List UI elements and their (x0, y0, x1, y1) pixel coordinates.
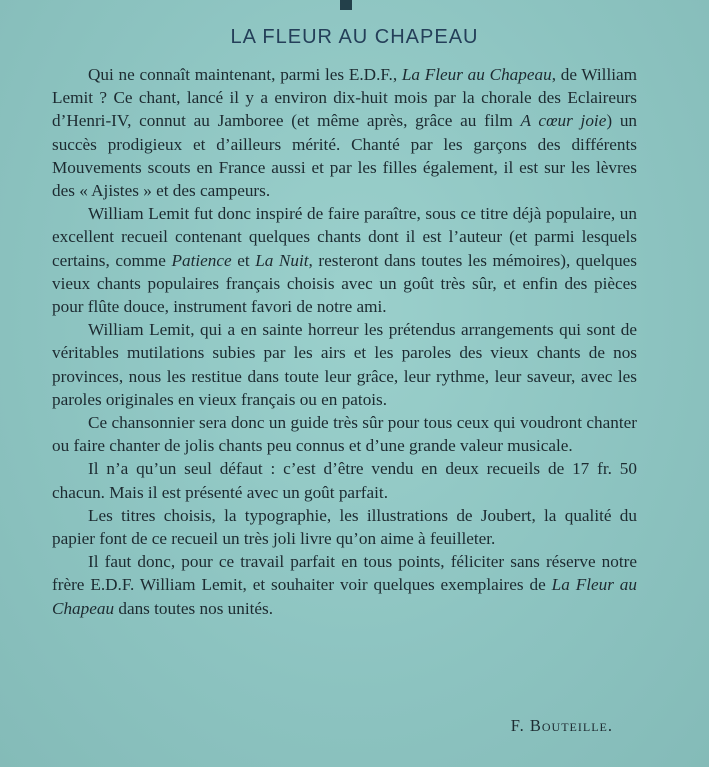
song-title: La Nuit (255, 250, 309, 270)
paragraph-4 (52, 411, 637, 457)
text-run: Il n’a qu’un seul défaut : c’est d’être vendu en deux recueils de 17 fr. 50 chacun. Mais il est présenté avec un goût parfait. (52, 459, 637, 502)
text-run: Qui ne connaît maintenant, parmi les E.D.F., (88, 65, 402, 84)
text-run: Il faut donc, pour ce travail parfait en tous points, féliciter sans réserve notre frère E.D.F. William Lemit, et souhaiter voir quelques exemplaires de (52, 552, 637, 595)
text-run: , de William Lemit ? Ce chant, lancé il y a environ dix-huit mois par la chorale des Eclaireurs d’Henri-IV, connut au Jamboree (et même après, grâce au film (52, 65, 638, 131)
text-run: et (231, 250, 256, 270)
text-run: Les titres choisis, la typographie, les illustrations de Joubert, la qualité du papier font de ce recueil un très joli livre qu’on aime à feuilleter. (52, 505, 637, 549)
paragraph-2 (52, 202, 637, 318)
book-title: La Fleur au Chapeau (52, 575, 637, 618)
text-run: William Lemit fut donc inspiré de faire paraître, sous ce titre déjà populaire, un excellent recueil contenant quelques chants dont il est l’auteur (et parmi lesquels certains, comme (52, 204, 637, 270)
text-run: , resteront dans toutes les mémoires), quelques vieux chants populaires français choisis avec un goût très sûr, et enfin des pièces pour flûte douce, instrument favori de notre ami. (52, 250, 637, 317)
paragraph-3 (52, 318, 637, 411)
paragraph-1 (52, 63, 637, 202)
text-run: Ce chansonnier sera donc un guide très sûr pour tous ceux qui voudront chanter ou faire chanter de jolis chants peu connus et d’une grande valeur musicale. (52, 413, 637, 456)
song-title: Patience (171, 250, 232, 270)
book-title: La Fleur au Chapeau (401, 65, 552, 84)
article-body (52, 63, 637, 620)
text-run: William Lemit, qui a en sainte horreur les prétendus arrangements qui sont de véritables mutilations subies par les airs et les paroles des vieux chants de nos provinces, nous les restitue dans toute leur grâce, leur rythme, leur saveur, avec les paroles originales en vieux français ou en patois. (52, 320, 637, 409)
film-title: A cœur joie (520, 111, 607, 131)
top-ornament (340, 0, 352, 10)
author-signature: F. Bouteille. (510, 716, 613, 735)
paragraph-5 (52, 457, 637, 503)
text-run: ) un succès prodigieux et d’ailleurs mérité. Chanté par les garçons des différents Mouvements scouts en France aussi et par les filles également, il est sur les lèvres des « Ajistes » et des campeurs. (52, 111, 638, 201)
paragraph-6 (52, 504, 637, 550)
paragraph-7 (52, 550, 637, 620)
article-title: LA FLEUR AU CHAPEAU (230, 26, 479, 48)
text-run: dans toutes nos unités. (114, 598, 274, 618)
